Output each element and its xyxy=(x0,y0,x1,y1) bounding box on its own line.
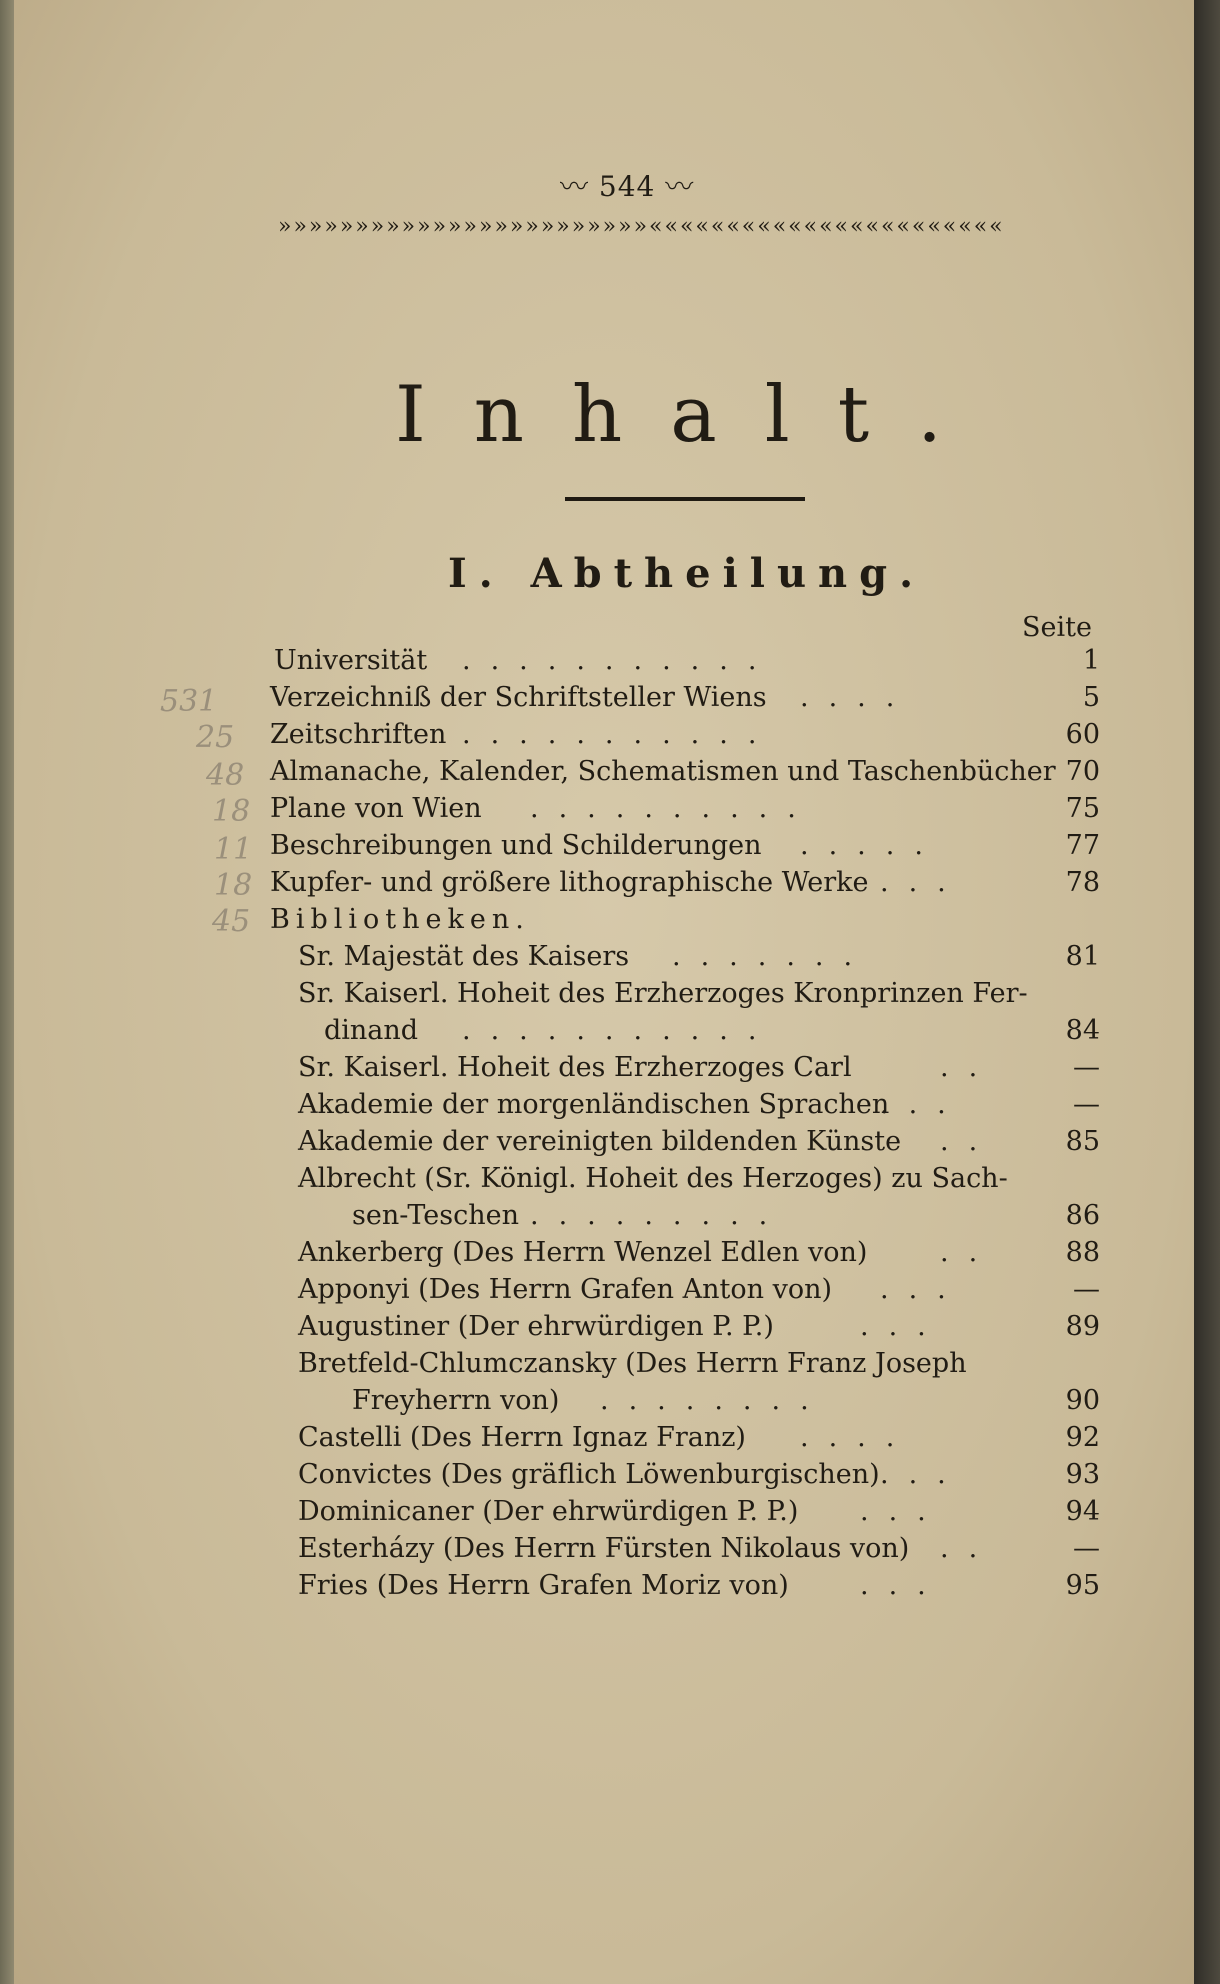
toc-page-5: 77 xyxy=(1065,830,1100,861)
toc-page-18: 89 xyxy=(1065,1311,1100,1342)
toc-entry-19: Bretfeld-Chlumczansky (Des Herrn Franz Joseph xyxy=(298,1348,967,1379)
leader-dots: ..... xyxy=(800,830,943,861)
toc-page-11: — xyxy=(1073,1052,1100,1083)
toc-page-15: 86 xyxy=(1065,1200,1100,1231)
toc-entry-7: Bibliotheken. xyxy=(270,904,530,935)
toc-page-25: 95 xyxy=(1065,1570,1100,1601)
leader-dots: ... xyxy=(880,1274,966,1305)
toc-page-20: 90 xyxy=(1065,1385,1100,1416)
toc-page-17: — xyxy=(1073,1274,1100,1305)
leader-dots: ... xyxy=(860,1311,946,1342)
pencil-note: 18 xyxy=(214,868,253,903)
toc-entry-1: Verzeichniß der Schriftsteller Wiens xyxy=(270,682,767,713)
toc-entry-6: Kupfer- und größere lithographische Werke xyxy=(270,867,869,898)
toc-entry-12: Akademie der morgenländischen Sprachen xyxy=(298,1089,890,1120)
toc-page-23: 94 xyxy=(1065,1496,1100,1527)
toc-entry-17: Apponyi (Des Herrn Grafen Anton von) xyxy=(298,1274,833,1305)
pencil-note: 11 xyxy=(214,832,253,867)
leader-dots: .... xyxy=(800,1422,915,1453)
pencil-note: 18 xyxy=(212,794,251,829)
toc-page-4: 75 xyxy=(1065,793,1100,824)
toc-page-16: 88 xyxy=(1065,1237,1100,1268)
leader-dots: .. xyxy=(940,1126,998,1157)
toc-entry-23: Dominicaner (Der ehrwürdigen P. P.) xyxy=(298,1496,799,1527)
header-flourish-left: 〰 xyxy=(560,170,599,203)
leader-dots: ... xyxy=(880,1459,966,1490)
toc-page-8: 81 xyxy=(1065,941,1100,972)
toc-page-22: 93 xyxy=(1065,1459,1100,1490)
page-title: Inhalt. xyxy=(395,370,990,460)
page-number: 544 xyxy=(598,170,656,203)
header-flourish-right: 〰 xyxy=(665,170,695,203)
toc-entry-5: Beschreibungen und Schilderungen xyxy=(270,830,762,861)
toc-entry-9: Sr. Kaiserl. Hoheit des Erzherzoges Kronprinzen Fer- xyxy=(298,978,1028,1009)
toc-entry-10: dinand xyxy=(324,1015,419,1046)
leader-dots: ........ xyxy=(600,1385,829,1416)
leader-dots: .. xyxy=(940,1237,998,1268)
leader-dots: .. xyxy=(940,1052,998,1083)
toc-entry-11: Sr. Kaiserl. Hoheit des Erzherzoges Carl xyxy=(298,1052,852,1083)
toc-entry-18: Augustiner (Der ehrwürdigen P. P.) xyxy=(298,1311,774,1342)
toc-entry-24: Esterházy (Des Herrn Fürsten Nikolaus von) xyxy=(298,1533,910,1564)
toc-page-21: 92 xyxy=(1065,1422,1100,1453)
toc-page-24: — xyxy=(1073,1533,1100,1564)
leader-dots: .... xyxy=(800,682,915,713)
leader-dots: .......... xyxy=(530,793,816,824)
toc-page-1: 5 xyxy=(1082,682,1100,713)
toc-entry-25: Fries (Des Herrn Grafen Moriz von) xyxy=(298,1570,789,1601)
leader-dots: ......... xyxy=(530,1200,788,1231)
toc-page-13: 85 xyxy=(1065,1126,1100,1157)
toc-entry-21: Castelli (Des Herrn Ignaz Franz) xyxy=(298,1422,746,1453)
leader-dots: ... xyxy=(860,1496,946,1527)
toc-page-10: 84 xyxy=(1065,1015,1100,1046)
leader-dots: ... xyxy=(880,1089,966,1120)
leader-dots: ........... xyxy=(462,645,777,676)
leader-dots: ........... xyxy=(462,1015,777,1046)
leader-dots: ... xyxy=(860,1570,946,1601)
leader-dots: ... xyxy=(880,867,966,898)
section-heading: I. Abtheilung. xyxy=(448,550,926,597)
toc-page-2: 60 xyxy=(1065,719,1100,750)
leader-dots: ....... xyxy=(672,941,873,972)
toc-entry-14: Albrecht (Sr. Königl. Hoheit des Herzoges) zu Sach- xyxy=(298,1163,1008,1194)
toc-entry-16: Ankerberg (Des Herrn Wenzel Edlen von) xyxy=(298,1237,868,1268)
toc-entry-2: Zeitschriften xyxy=(270,719,447,750)
page-header xyxy=(560,165,694,205)
title-rule xyxy=(565,497,805,501)
toc-entry-15: sen-Teschen xyxy=(352,1200,520,1231)
ornament-border: »»»»»»»»»»»»»»»»»»»»»»»»««««««««««««««««««««««« xyxy=(278,214,1005,239)
toc-entry-3: Almanache, Kalender, Schematismen und Taschenbücher xyxy=(270,756,1056,787)
pencil-note: 45 xyxy=(212,904,251,939)
column-label: Seite xyxy=(1022,612,1092,643)
toc-page-6: 78 xyxy=(1065,867,1100,898)
pencil-note: 48 xyxy=(206,758,245,793)
toc-entry-22: Convictes (Des gräflich Löwenburgischen) xyxy=(298,1459,880,1490)
toc-entry-20: Freyherrn von) xyxy=(352,1385,560,1416)
page-edge xyxy=(1194,0,1220,1984)
toc-page-0: 1 xyxy=(1082,645,1100,676)
toc-entry-0: Universität xyxy=(274,645,428,676)
toc-page-3: 70 xyxy=(1065,756,1100,787)
toc-page-12: — xyxy=(1073,1089,1100,1120)
pencil-note: 25 xyxy=(196,720,235,755)
leader-dots: ........... xyxy=(462,719,777,750)
toc-entry-8: Sr. Majestät des Kaisers xyxy=(298,941,630,972)
toc-entry-13: Akademie der vereinigten bildenden Künste xyxy=(298,1126,902,1157)
leader-dots: .. xyxy=(940,1533,998,1564)
pencil-note: 531 xyxy=(160,684,218,719)
toc-entry-4: Plane von Wien xyxy=(270,793,482,824)
